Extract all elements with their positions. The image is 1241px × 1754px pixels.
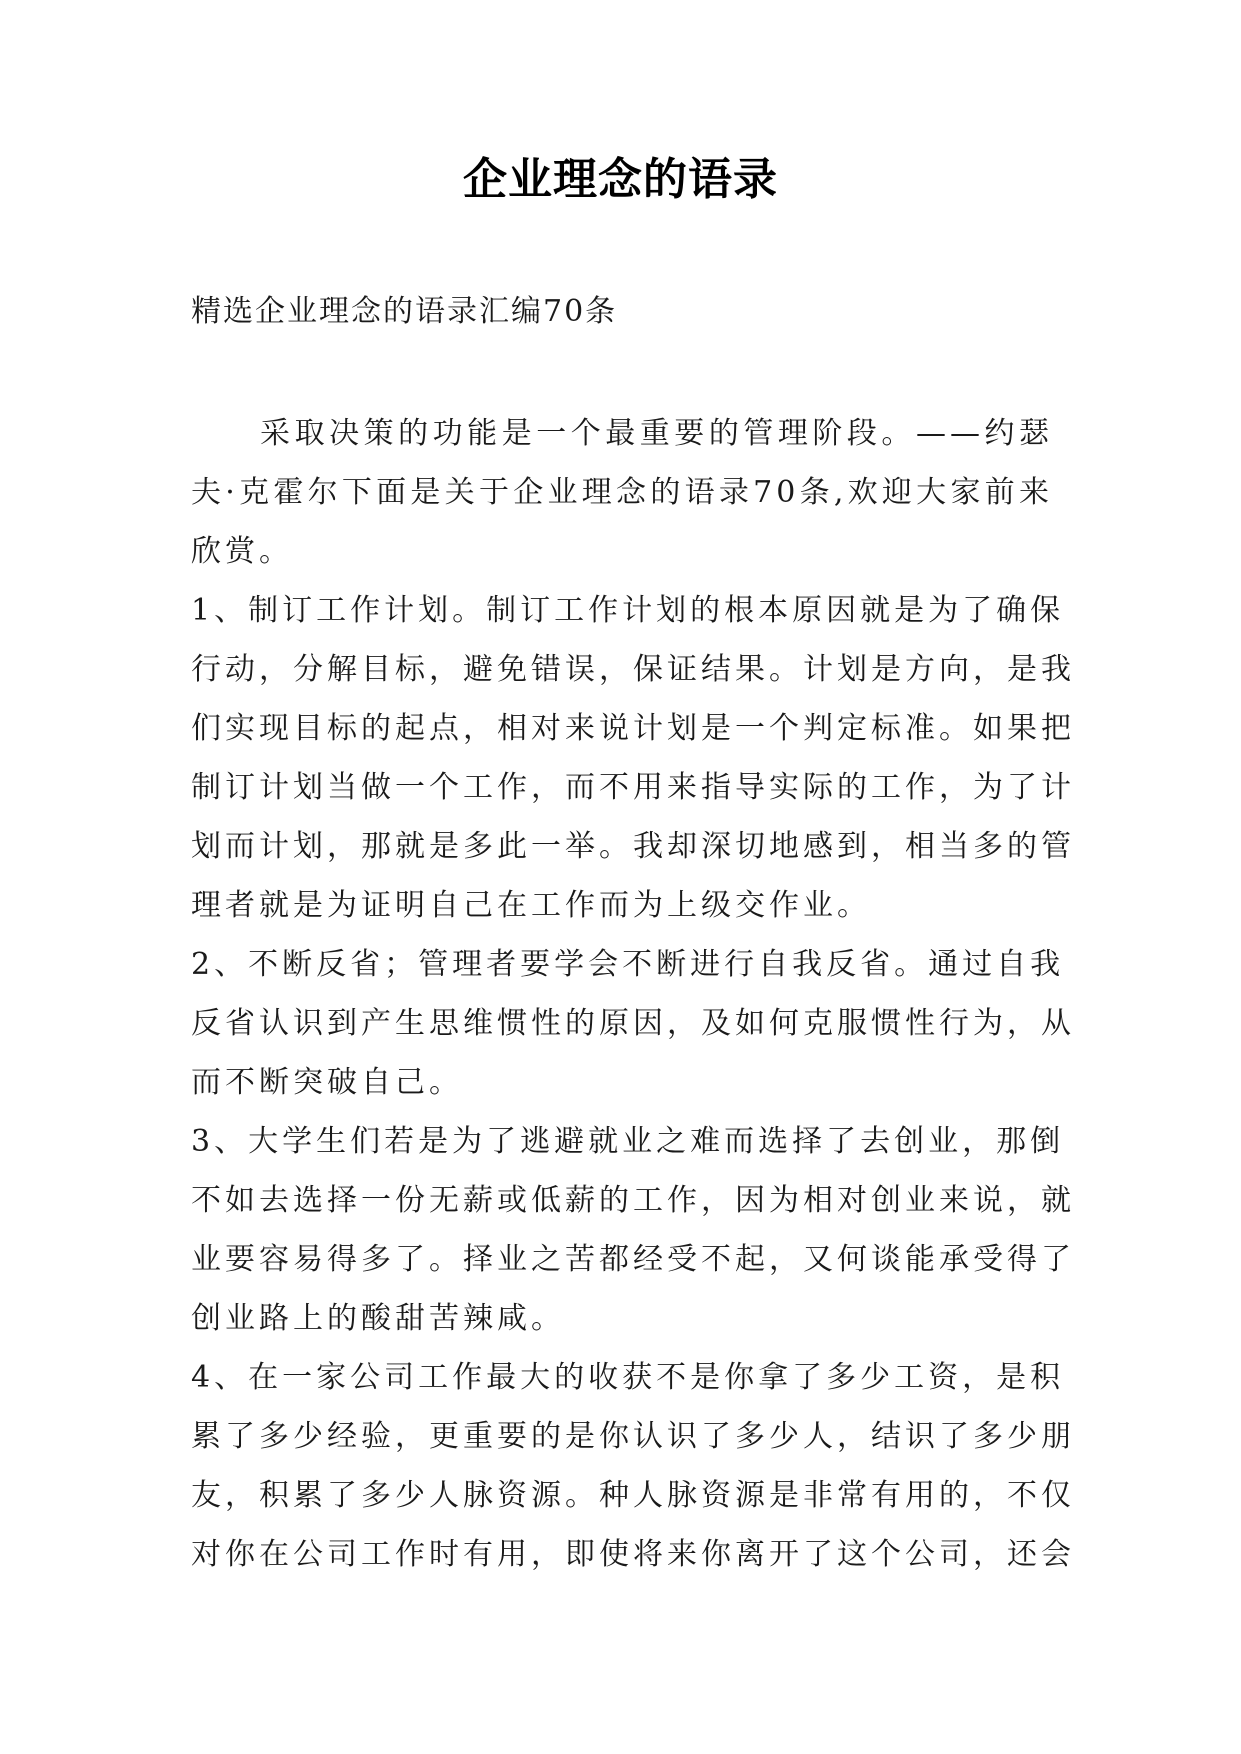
document-subtitle: 精选企业理念的语录汇编70条 bbox=[191, 294, 618, 329]
body-line: 4、在一家公司工作最大的收获不是你拿了多少工资，是积 bbox=[191, 1360, 1065, 1395]
body-line: 业要容易得多了。择业之苦都经受不起，又何谈能承受得了 bbox=[191, 1242, 1075, 1277]
body-line: 采取决策的功能是一个最重要的管理阶段。——约瑟 bbox=[191, 416, 1053, 451]
body-line: 创业路上的酸甜苦辣咸。 bbox=[191, 1301, 565, 1336]
body-line: 理者就是为证明自己在工作而为上级交作业。 bbox=[191, 888, 871, 923]
body-line: 夫·克霍尔下面是关于企业理念的语录70条,欢迎大家前来 bbox=[191, 475, 1053, 510]
body-line: 反省认识到产生思维惯性的原因，及如何克服惯性行为，从 bbox=[191, 1006, 1075, 1041]
body-line: 划而计划，那就是多此一举。我却深切地感到，相当多的管 bbox=[191, 829, 1075, 864]
body-line: 1、制订工作计划。制订工作计划的根本原因就是为了确保 bbox=[191, 593, 1065, 628]
body-line: 对你在公司工作时有用，即使将来你离开了这个公司，还会 bbox=[191, 1537, 1075, 1572]
body-line: 制订计划当做一个工作，而不用来指导实际的工作，为了计 bbox=[191, 770, 1075, 805]
body-line: 3、大学生们若是为了逃避就业之难而选择了去创业，那倒 bbox=[191, 1124, 1065, 1159]
body-line: 们实现目标的起点，相对来说计划是一个判定标准。如果把 bbox=[191, 711, 1075, 746]
document-title: 企业理念的语录 bbox=[463, 154, 778, 205]
body-line: 而不断突破自己。 bbox=[191, 1065, 463, 1100]
body-line: 友，积累了多少人脉资源。种人脉资源是非常有用的，不仅 bbox=[191, 1478, 1075, 1513]
body-line: 累了多少经验，更重要的是你认识了多少人，结识了多少朋 bbox=[191, 1419, 1075, 1454]
document-body bbox=[191, 404, 1075, 1584]
body-line: 2、不断反省；管理者要学会不断进行自我反省。通过自我 bbox=[191, 947, 1065, 982]
body-line: 不如去选择一份无薪或低薪的工作，因为相对创业来说，就 bbox=[191, 1183, 1075, 1218]
body-line: 行动，分解目标，避免错误，保证结果。计划是方向，是我 bbox=[191, 652, 1075, 687]
body-line: 欣赏。 bbox=[191, 534, 293, 569]
